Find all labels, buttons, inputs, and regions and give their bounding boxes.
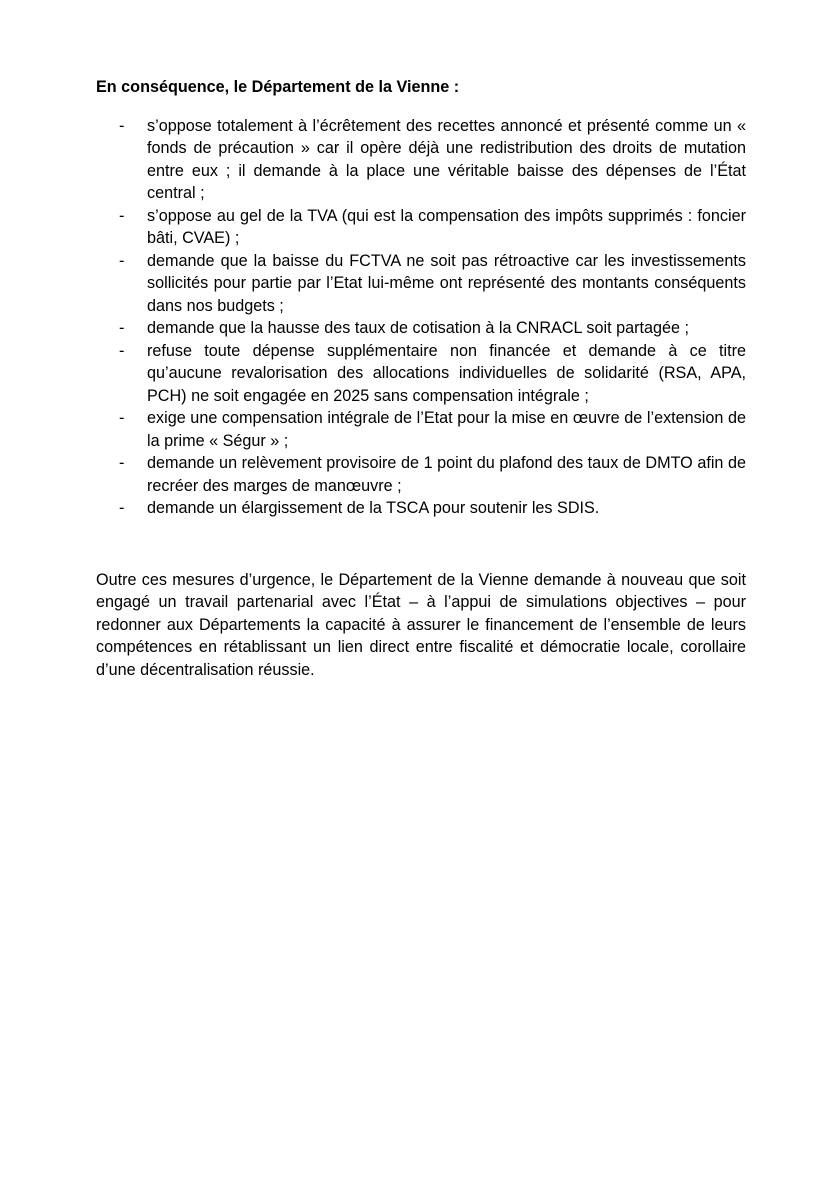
document-body bbox=[96, 76, 746, 681]
list-bullet: - bbox=[119, 116, 125, 135]
list-item bbox=[96, 317, 746, 340]
list-item-text: s’oppose totalement à l’écrêtement des recettes annoncé et présenté comme un « fonds de précaution » car il opère déjà une redistribution des droits de mutation entre eux ; il demande à la place une véritable baisse des dépenses de l’État central ; bbox=[147, 116, 746, 202]
list-bullet: - bbox=[119, 206, 125, 225]
list-bullet: - bbox=[119, 499, 125, 517]
demands-list bbox=[96, 115, 746, 520]
list-item bbox=[96, 115, 746, 205]
list-item bbox=[96, 452, 746, 497]
closing-paragraph: Outre ces mesures d’urgence, le Département de la Vienne demande à nouveau que soit engagé un travail partenarial avec l’État – à l’appui de simulations objectives – pour redonner aux Départements la capacité à assurer le financement de l’ensemble de leurs compétences en rétablissant un lien direct entre fiscalité et démocratie locale, corollaire d’une décentralisation réussie. bbox=[96, 570, 746, 679]
list-bullet: - bbox=[119, 319, 125, 337]
list-item bbox=[96, 205, 746, 250]
list-item bbox=[96, 497, 746, 520]
list-item-text: demande que la hausse des taux de cotisation à la CNRACL soit partagée ; bbox=[147, 319, 690, 337]
list-bullet: - bbox=[119, 341, 125, 360]
list-item-text: demande que la baisse du FCTVA ne soit pas rétroactive car les investissements sollicités pour partie par l’Etat lui-même ont représenté des montants conséquents dans nos budgets ; bbox=[147, 251, 746, 315]
list-item-text: refuse toute dépense supplémentaire non financée et demande à ce titre qu’aucune revalorisation des allocations individuelles de solidarité (RSA, APA, PCH) ne soit engagée en 2025 sans compensation intégrale ; bbox=[147, 341, 746, 405]
list-item bbox=[96, 340, 746, 408]
list-item bbox=[96, 250, 746, 318]
list-bullet: - bbox=[119, 251, 125, 270]
list-bullet: - bbox=[119, 409, 125, 427]
list-bullet: - bbox=[119, 454, 125, 472]
list-item bbox=[96, 407, 746, 452]
list-item-text: exige une compensation intégrale de l’Etat pour la mise en œuvre de l’extension de la prime « Ségur » ; bbox=[147, 409, 746, 450]
list-item-text: s’oppose au gel de la TVA (qui est la compensation des impôts supprimés : foncier bâti, CVAE) ; bbox=[147, 206, 746, 247]
list-item-text: demande un élargissement de la TSCA pour soutenir les SDIS. bbox=[147, 499, 600, 517]
list-item-text: demande un relèvement provisoire de 1 point du plafond des taux de DMTO afin de recréer des marges de manœuvre ; bbox=[147, 454, 746, 495]
section-heading: En conséquence, le Département de la Vienne : bbox=[96, 78, 460, 96]
